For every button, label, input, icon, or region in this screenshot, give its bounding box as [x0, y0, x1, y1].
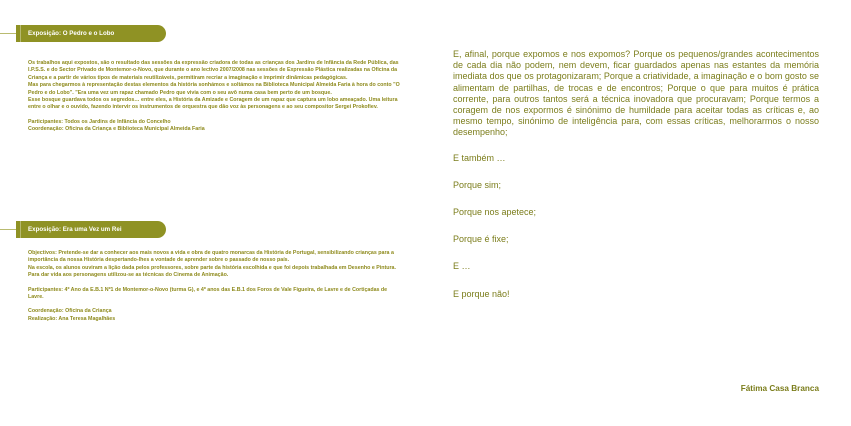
closing-line: Porque é fixe;	[453, 234, 509, 245]
participants: Participantes: 4º Ano da E.B.1 Nº1 de Montemor-o-Novo (turma G), e 4º anos das E.B.1 dos Foros de Vale Figueira, de Lavre e de Cortiçadas de Lavre.	[28, 286, 388, 301]
coordination: Coordenação: Oficina da Criança e Biblioteca Municipal Almeida Faria	[28, 126, 205, 133]
banner-accent-line	[0, 229, 17, 230]
coordination: Coordenação: Oficina da Criança	[28, 308, 112, 315]
participants: Participantes: Todos os Jardins de Infância do Concelho	[28, 118, 171, 125]
closing-line: E …	[453, 261, 471, 272]
body-text: Na escola, os alunos ouviram a lição dada pelos professores, sobre parte da história escolhida e que foi depois trabalhada em Desenho e Pintura.	[28, 264, 396, 271]
section-title: Exposição: O Pedro e o Lobo	[28, 30, 115, 37]
story-paragraph: Mas para chegarmos à representação destas elementos da história sonhámos e soltámos na Biblioteca Municipal Almeida Faria à hora do conto "O Pedro e do Lobo". "Era uma vez um rapaz chamado Pedro que vivia com o seu avô numa casa bem perto de um bosque.	[28, 82, 400, 96]
closing-line: Porque sim;	[453, 179, 502, 190]
signature: Fátima Casa Branca	[740, 384, 819, 393]
closing-line: E porque não!	[453, 288, 510, 299]
realization: Realização: Ana Teresa Magalhães	[28, 315, 116, 322]
section-banner-era-um-rei	[16, 221, 166, 238]
objectives: Objectivos: Pretende-se dar a conhecer aos mais novos a vida e obra de quatro monarcas da História de Portugal, sensibilizando crianças para a importância da nossa História despertando-lhes a vontade de aprender sobre o passado de nosso país.	[28, 250, 394, 264]
section-body-era-um-rei	[28, 250, 400, 323]
story-paragraph-2: Esse bosque guardava todos os segredos… entre eles, a História da Amizade e Coragem de um rapaz que captura um lobo ameaçado. Uma leitura entre o olhar e o ouvido, fazendo intervir os instrumentos de orquestra que dão voz às personagens e ao seu compositor Sergei Prokofiev.	[28, 97, 398, 111]
right-column-text	[453, 49, 819, 300]
body-text: Para dar vida aos personagens utilizou-se as técnicas do Cinema de Animação.	[28, 272, 229, 279]
closing-line: E também …	[453, 152, 506, 163]
intro-paragraph: Os trabalhos aqui expostos, são o resultado das sessões da expressão criadora de todas as crianças dos Jardins de Infância da Rede Pública, das I.P.S.S. e do Sector Privado de Montemor-o-Novo, que durante o ano lectivo 2007/2008 nas sessões de Expressão Plástica realizadas na Oficina da Criança e a partir de vários tipos de materiais reutilizáveis, permitiram recriar a imaginação e imprimir dinâmicas pedagógicas.	[28, 60, 399, 81]
section-body-pedro-lobo	[28, 60, 400, 134]
main-paragraph: E, afinal, porque expomos e nos expomos? Porque os pequenos/grandes acontecimentos de cada dia não podem, nem devem, ficar guardados apenas nas estantes da memória imediata dos que os protagonizaram; Porque a criatividade, a imaginação e o bom gosto se alimentam de partilhas, de trocas e de encontros; Porque o que para muitos é prática corrente, para outros tantos será a técnica inovadora que procuravam; Porque termos a coragem de nos expormos é sinónimo de humildade para aceitar todas as críticas e, ao mesmo tempo, sinónimo de inteligência para, com essas críticas, melhorarmos o nosso desempenho;	[453, 49, 819, 138]
section-banner-pedro-lobo	[16, 25, 166, 42]
section-title: Exposição: Era uma Vez um Rei	[28, 226, 122, 233]
banner-accent-line	[0, 33, 17, 34]
closing-line: Porque nos apetece;	[453, 207, 537, 218]
